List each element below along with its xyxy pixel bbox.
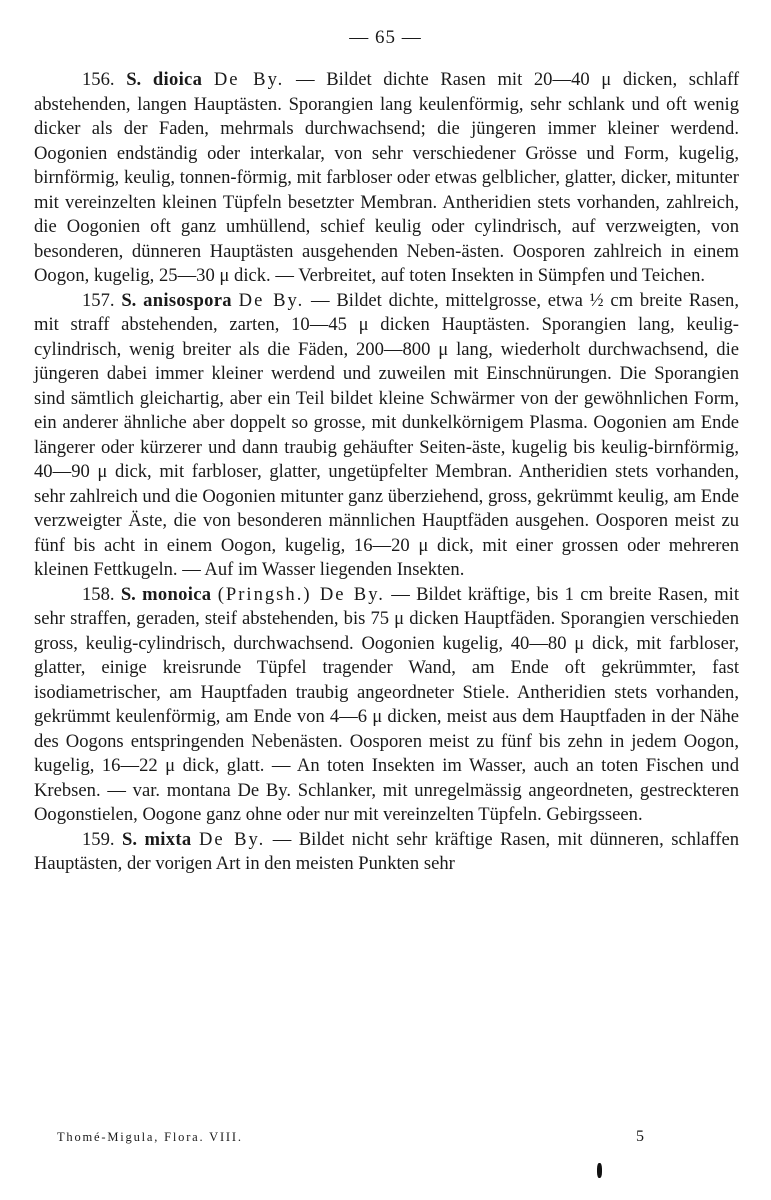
entry-description: — Bildet dichte Rasen mit 20—40 μ dicken, schlaff abstehenden, langen Hauptästen. Sporangien lang keulenförmig, sehr schlank und oft wenig dicker als der Faden, mehrmals durchwachsend; die jüngeren immer kleiner werdend. Oogonien endständig oder interkalar, von sehr verschiedener Grösse und Form, kugelig, birnförmig, keulig, tonnen-förmig, mit farbloser oder etwas gelblicher, glatter, dicker, mitunter mit vereinzelten kleinen Tüpfeln besetzter Membran. Antheridien stets vorhanden, zahlreich, die Oogonien oft ganz umhüllend, schief keulig oder cylindrisch, auf verzweigten, von besonderen, dünneren Hauptästen ausgehenden Neben-ästen. Oosporen zahlreich in einem Oogon, kugelig, 25—30 μ dick. — Verbreitet, auf toten Insekten in Sümpfen und Teichen. xyxy=(34,69,740,286)
genus-abbrev: S. xyxy=(122,828,138,850)
species-name: mixta xyxy=(144,828,192,850)
genus-abbrev: S. xyxy=(120,583,136,605)
genus-abbrev: S. xyxy=(121,289,137,311)
entry-number: 159. xyxy=(82,828,115,850)
page-number: — 65 — xyxy=(349,27,422,48)
entry-number: 157. xyxy=(82,289,115,311)
entry-number: 158. xyxy=(82,583,115,605)
author-citation: De By. xyxy=(238,289,305,311)
author-citation: De By. xyxy=(213,69,285,90)
species-entry-159 xyxy=(34,828,739,877)
page-content xyxy=(34,68,739,877)
entry-number: 156. xyxy=(82,69,115,90)
footer-signature: Thomé-Migula, Flora. VIII. xyxy=(57,1130,243,1144)
entry-description: — Bildet kräftige, bis 1 cm breite Rasen, mit sehr straffen, geraden, steif abstehenden, bis 75 μ dicken Hauptfäden. Sporangien verschieden gross, keulig-cylindrisch, durchwachsend. Oogonien kugelig, 40—80 μ dick, mit farbloser, glatter, einige kreisrunde Tüpfel tragender Wand, am Ende oft gekrümmter, fast isodiametrischer, am Hauptfaden traubig angeordneter Stiele. Antheridien stets vorhanden, gekrümmt keulenförmig, am Ende von 4—6 μ dicken, meist aus dem Hauptfaden in der Nähe des Oogons entspringenden Nebenästen. Oosporen meist zu fünf bis zehn in jedem Oogon, kugelig, 16—22 μ dick, glatt. — An toten Insekten im Wasser, auch an toten Fischen und Krebsen. — var. montana De By. Schlanker, mit unregelmässig angeordneten, gestreckteren Oogonstielen, Oogone ganz ohne oder nur mit vereinzelten Tüpfeln. Gebirgsseen. xyxy=(34,583,739,825)
entry-description: — Bildet nicht sehr kräftige Rasen, mit dünneren, schlaffen Hauptästen, der vorigen Art in den meisten Punkten sehr xyxy=(34,828,740,874)
author-citation: (Pringsh.) De By. xyxy=(217,583,385,605)
footer-sheet-number: 5 xyxy=(636,1128,644,1145)
entry-description: — Bildet dichte, mittelgrosse, etwa ½ cm breite Rasen, mit straff abstehenden, zarten, 10—45 μ dicken Hauptästen. Sporangien lang, keulig-cylindrisch, wenig breiter als die Fäden, 200—800 μ lang, wiederholt durchwachsend, die jüngeren dabei immer kleiner werdend und zuweilen mit Einschnürungen. Die Sporangien sind sämtlich gleichartig, aber ein Teil bildet kleine Schwärmer von der gewöhnlichen Form, ein anderer ähnliche aber doppelt so grosse, mit dunkelkörnigem Plasma. Oogonien am Ende längerer oder kürzerer und dann traubig gehäufter Seiten-äste, kugelig bis keulig-birnförmig, 40—90 μ dick, mit farbloser, glatter, ungetüpfelter Membran. Antheridien stets vorhanden, sehr zahlreich und die Oogonien mitunter ganz überziehend, gross, gekrümmt keulig, am Ende verzweigter Äste, die von besonderen männlichen Hauptfäden ausgehen. Oosporen meist zu fünf bis acht in einem Oogon, kugelig, 16—20 μ dick, mit einer grossen oder mehreren kleinen Fettkugeln. — Auf im Wasser liegenden Insekten. xyxy=(34,289,740,580)
ink-mark xyxy=(597,1163,602,1178)
genus-abbrev: S. xyxy=(126,69,142,90)
species-entry-157 xyxy=(34,289,739,583)
species-entry-158 xyxy=(34,583,739,828)
species-name: monoica xyxy=(142,583,212,605)
species-name: dioica xyxy=(152,69,203,90)
species-entry-156 xyxy=(34,68,739,289)
species-name: anisospora xyxy=(143,289,232,311)
author-citation: De By. xyxy=(198,828,266,850)
